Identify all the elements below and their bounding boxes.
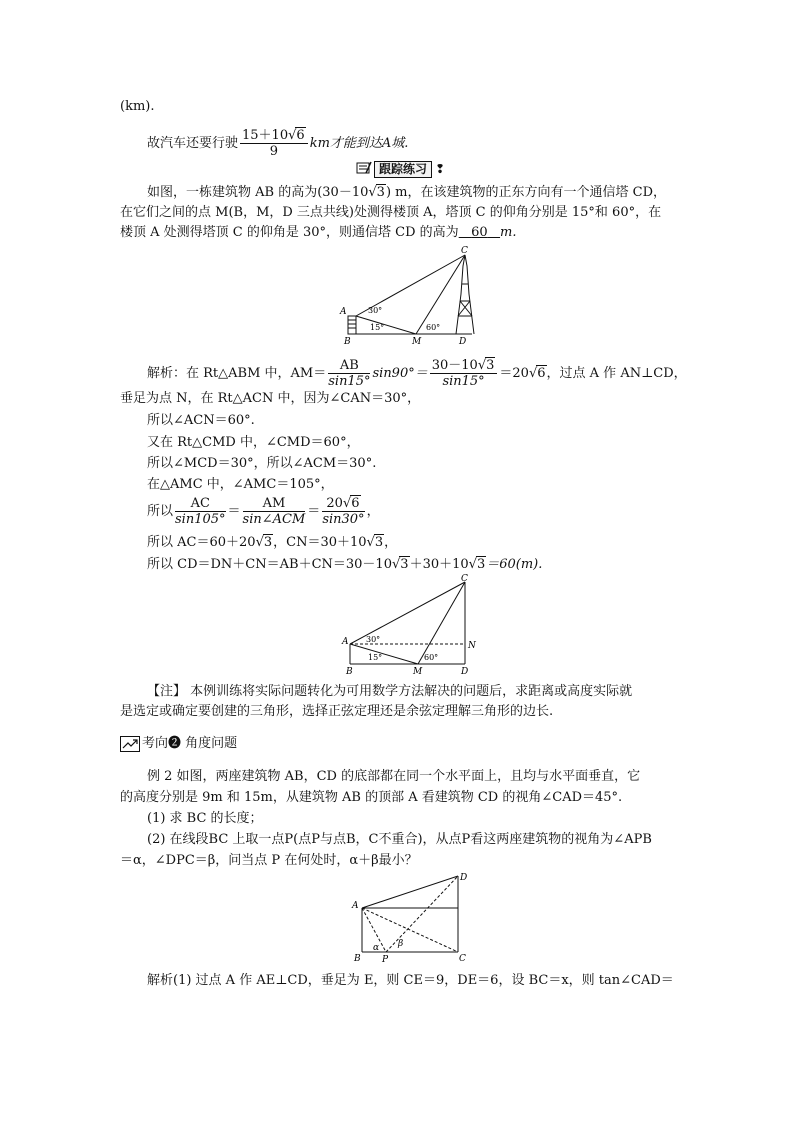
solution-line-5: 所以∠MCD＝30°，所以∠ACM＝30°. [147, 456, 377, 471]
label-C: C [461, 574, 468, 584]
label-C: C [459, 954, 466, 964]
angle-beta: β [398, 939, 404, 949]
answer-blank: 60 [471, 225, 488, 240]
solution-line-7: 所以 $\frac{AC}{\sin 105^\circ}$ ＝ $\frac{AM}{\text{sin∠ACM}}$ ＝ $\frac{20√6}{\sin 30^\circ}$ ， [147, 496, 380, 527]
example-line-3: (1) 求 BC 的长度； [147, 811, 263, 826]
example-line-5: ＝α，∠DPC＝β，问当点 P 在何处时，α＋β最小？ [120, 853, 418, 868]
edit-icon [356, 161, 372, 178]
exercise-line-2: 在它们之间的点 M(B，M，D 三点共线)处测得楼顶 A，塔顶 C 的仰角分别是 15°和 60°，在 [120, 205, 662, 220]
example-line-2: 的高度分别是 9m 和 15m，从建筑物 AB 的顶部 A 看建筑物 CD 的视角∠CAD＝45°. [120, 790, 623, 805]
example-line-4: (2) 在线段BC 上取一点P(点P与点B，C不重合)，从点P看这两座建筑物的视角为∠APB [147, 832, 652, 847]
label-D: D [459, 337, 467, 346]
badge-label: 跟踪练习 [374, 161, 432, 178]
exercise-line-1: 如图，一栋建筑物 AB 的高为(30－10√3) m，在该建筑物的正东方向有一个通信塔 CD， [147, 185, 666, 200]
label-B: B [344, 337, 351, 346]
label-D: D [461, 667, 469, 677]
solution-line-3: 所以∠ACN＝60°. [147, 413, 255, 428]
angle-60: 60° [424, 653, 439, 662]
label-D: D [460, 873, 468, 883]
label-P: P [382, 955, 389, 964]
section-title: 考向❷ 角度问题 [142, 736, 238, 751]
note-line-2: 是选定或确定要创建的三角形，选择正弦定理还是余弦定理解三角形的边长. [120, 704, 554, 719]
angle-30: 30° [368, 306, 383, 315]
solution-line-9: 所以 CD＝DN＋CN＝AB＋CN＝30－10√3＋30＋10√3＝60(m). [147, 557, 543, 572]
figure-tower-1 [338, 246, 478, 346]
solution-line-6: 在△AMC 中，∠AMC＝105°， [147, 477, 334, 492]
label-N: N [468, 641, 476, 651]
angle-60: 60° [426, 323, 441, 332]
label-A: A [340, 307, 347, 317]
angle-15: 15° [368, 653, 383, 662]
label-A: A [352, 901, 359, 911]
solution-line-8: 所以 AC＝60＋20√3，CN＝30＋10√3， [147, 535, 398, 550]
label-B: B [346, 667, 353, 677]
label-C: C [461, 246, 468, 256]
example-line-1: 例 2 如图，两座建筑物 AB，CD 的底部都在同一个水平面上，且均与水平面垂直，它 [147, 769, 641, 784]
solution-line-2: 垂足为点 N，在 Rt△ACN 中，因为∠CAN＝30°， [120, 391, 421, 406]
angle-30: 30° [366, 635, 381, 644]
section-heading [120, 735, 237, 753]
label-M: M [413, 667, 423, 677]
figure-buildings-3 [348, 868, 473, 964]
angle-15: 15° [370, 323, 385, 332]
practice-badge: 跟踪练习 ❢ [356, 160, 445, 178]
label-M: M [412, 337, 422, 346]
figure-triangle-2 [340, 574, 480, 678]
solution-line-1: 解析：在 Rt△ABM 中，AM＝ $\frac{AB}{\sin 15^\circ}$ sin90°＝ $\frac{30-10√3}{\sin 15^\circ}$ ＝20√6，过点 A 作 AN⊥CD， [147, 358, 687, 389]
note-line-1: 【注】 本例训练将实际问题转化为可用数学方法解决的问题后，求距离或高度实际就 [147, 684, 633, 699]
solution-line-4: 又在 Rt△CMD 中，∠CMD＝60°， [147, 435, 360, 450]
solution-2-line-1: 解析(1) 过点 A 作 AE⊥CD，垂足为 E，则 CE＝9，DE＝6，设 BC＝x，则 tan∠CAD＝ [147, 973, 674, 988]
label-B: B [354, 954, 361, 964]
angle-alpha: α [373, 943, 380, 953]
trend-arrow-icon [120, 736, 140, 752]
fraction: $\frac{15+10√6}{9}$ [240, 128, 308, 159]
exercise-line-3: 楼顶 A 处测得塔顶 C 的仰角是 30°，则通信塔 CD 的高为 60 m. [120, 225, 517, 240]
conclusion-line: 故汽车还要行驶 $\frac{15+10√6}{9}$ km才能到达A城. [147, 128, 409, 159]
label-A: A [342, 637, 349, 647]
unit-line: (km). [120, 99, 155, 114]
